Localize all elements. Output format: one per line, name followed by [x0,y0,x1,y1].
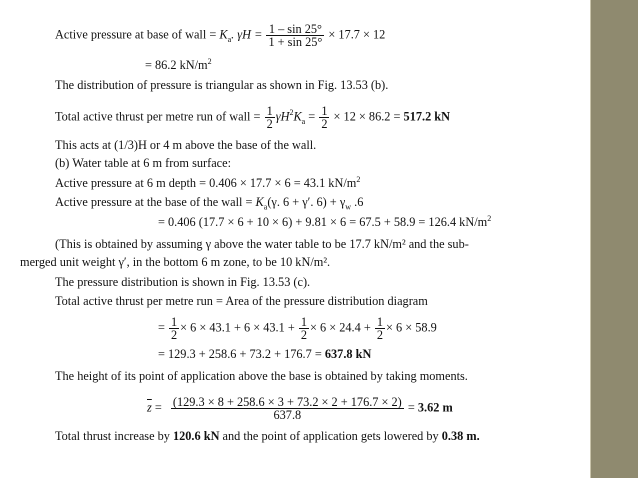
subscript: a [227,34,232,44]
result-bold: 517.2 kN [403,109,451,124]
text: This acts at (1/3)H or 4 m above the base of the wall. [55,138,317,152]
fraction-numerator: (129.3 × 8 + 258.6 × 3 + 73.2 × 2 + 176.7 × 2) [172,395,402,409]
line-calc-126 [158,215,491,230]
text: × 12 × 86.2 = [333,109,404,124]
text: Total active thrust per metre run of wall = [55,109,264,124]
fraction-numerator: 1 [171,315,178,329]
line-thrust-increase [55,429,480,444]
line-assumption [55,237,469,252]
fraction-numerator: 1 [321,104,328,118]
fraction-half [169,316,179,341]
fraction-denominator: 2 [171,328,178,342]
text: = [151,400,165,415]
result-bold: 3.62 m [417,400,453,415]
text: × 17.7 × 12 [328,27,386,42]
fraction-sin [266,23,324,48]
result-bold: 637.8 kN [324,347,372,361]
text: = 86.2 kN/m [145,58,208,72]
fraction-denominator: 637.8 [273,408,302,422]
fraction-numerator: 1 [300,315,308,329]
fraction-half [375,316,385,341]
symbol-z-bar: $\overline{z}$ [147,400,152,415]
text: (b) Water table at 6 m from surface: [55,156,231,170]
fraction-denominator: 2 [300,328,308,342]
line-active-pressure-base [55,23,385,48]
text: = [158,320,169,335]
symbol-gamma-h: γH [275,109,290,124]
line-pressure-base [55,195,363,210]
text: Active pressure at the base of the wall = [55,195,256,209]
line-result-86 [145,58,212,73]
fraction-numerator: 1 [266,104,273,118]
line-area-diagram [55,294,428,309]
line-z-bar [147,396,453,421]
sidebar-divider [590,0,591,478]
line-total-thrust [55,105,450,130]
fraction-numerator: 1 – sin 25° [266,23,324,36]
text: Total active thrust per metre run = Area of the pressure distribution diagram [55,294,428,308]
superscript: 2 [487,213,492,223]
text: Total thrust increase by [55,429,173,443]
line-total-637 [158,347,371,362]
subscript: a [263,202,268,212]
text: (γ. 6 + γ′. 6) + γ [267,195,346,209]
line-distribution [55,78,388,93]
fraction-half [319,105,329,130]
symbol-k: K [219,27,228,42]
text: merged unit weight γ′, in the bottom 6 m zone, to be 10 kN/m². [20,255,331,269]
fraction-denominator: 1 + sin 25° [268,35,323,49]
right-sidebar-band [591,0,638,478]
fraction-denominator: 2 [266,117,273,131]
text: = 129.3 + 258.6 + 73.2 + 176.7 = [158,347,325,361]
superscript: 2 [356,174,361,184]
symbol-gamma-h: . γH = [231,27,266,42]
text: .6 [351,195,364,209]
fraction-half [299,316,309,341]
text: Active pressure at base of wall = [55,27,220,42]
text: = 0.406 (17.7 × 6 + 10 × 6) + 9.81 × 6 = 67.5 + 58.9 = 126.4 kN/m [158,215,488,229]
line-submerged [20,255,330,270]
text: and the point of application gets lowered by [219,429,442,443]
line-distribution-c [55,275,310,290]
text: × 6 × 58.9 [386,320,437,335]
symbol-k: K [293,109,302,124]
symbol-k: K [255,195,264,209]
line-water-table [55,156,231,171]
line-pressure-6m [55,176,360,191]
line-height-moments [55,369,468,384]
superscript: 2 [289,108,294,118]
text: (This is obtained by assuming γ above the water table to be 17.7 kN/m² and the sub- [55,237,469,251]
line-area-sum [158,316,437,341]
fraction-numerator: 1 [376,315,384,329]
subscript: a [301,116,306,126]
text: = [305,109,319,124]
superscript: 2 [207,56,212,66]
fraction-denominator: 2 [376,328,384,342]
subscript: w [345,202,352,212]
text: The pressure distribution is shown in Fig. 13.53 (c). [55,275,311,289]
result-bold: 120.6 kN [172,429,220,443]
fraction-denominator: 2 [321,117,328,131]
text: The distribution of pressure is triangular as shown in Fig. 13.53 (b). [55,78,389,92]
fraction-moments [171,396,404,421]
text: Active pressure at 6 m depth = 0.406 × 17.7 × 6 = 43.1 kN/m [55,176,357,190]
line-acts-at [55,138,316,153]
text: The height of its point of application above the base is obtained by taking moments. [55,369,468,383]
fraction-half [265,105,275,130]
text: = [404,400,418,415]
text: × 6 × 43.1 + 6 × 43.1 + [180,320,298,335]
text: × 6 × 24.4 + [310,320,374,335]
result-bold: 0.38 m. [441,429,480,443]
